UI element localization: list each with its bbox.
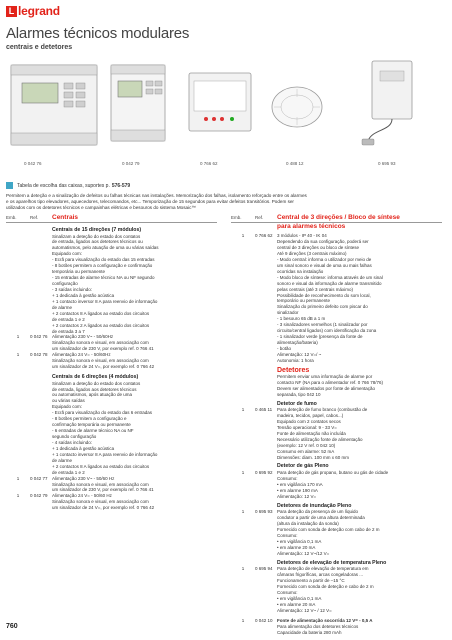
logo-word: legrand bbox=[18, 4, 60, 18]
emb-cell bbox=[231, 551, 255, 557]
description-cell: Consumo em alarme: 52 mA bbox=[277, 448, 335, 454]
description-cell: Para deteção da presença de um líquido bbox=[277, 509, 359, 515]
ref-cell bbox=[30, 364, 52, 370]
description-cell: + 2 contactos 8 A ligados ao estado dos circuitos bbox=[52, 310, 150, 316]
header-title-line2: para alarmes técnicos bbox=[277, 223, 346, 230]
description-cell: (exemplo: 12 V ref. 0 042 10) bbox=[277, 442, 336, 448]
description-cell: um sinalizador de 230 V, por exemplo ref. 0 766 41 bbox=[52, 487, 154, 493]
description-cell: + 2 contactos 8 A ligados ao estado dos circuitos bbox=[52, 463, 150, 469]
intro-paragraph bbox=[6, 193, 446, 212]
product-image-smoke-detector bbox=[270, 85, 324, 133]
description-cell: Sinalizam a deteção do estado dos contatos bbox=[52, 233, 141, 239]
description-cell: • em vigilância 0,1 mA bbox=[277, 538, 322, 544]
intro-line: e os aparelhos tipo elevadores, aquecedores, telecomandos, etc... Temporização de 15 segundos para evitar defeitos transitórios. Podem ser bbox=[6, 199, 294, 205]
ref-cell: 0 465 11 bbox=[255, 407, 273, 412]
text-line: Para alimentação dos detetores técnicos bbox=[277, 623, 359, 629]
description-cell: - 15 entradas de alarme técnico NA ou NF segundo bbox=[52, 275, 155, 281]
right-column bbox=[231, 213, 442, 635]
description-cell: madeira, tecidos, papel, cabos...) bbox=[277, 412, 344, 418]
page-number: 760 bbox=[6, 623, 18, 630]
description-cell: - 3 saídas incluindo: bbox=[52, 286, 93, 292]
description-cell: • em vigilância 0,1 mA bbox=[277, 595, 322, 601]
catalog-text: Tabela de escolha das caixas, suportes p. bbox=[17, 182, 110, 189]
text-line: Capacidade da bateria 280 mAh bbox=[277, 629, 342, 635]
ref-cell: 0 042 77 bbox=[30, 475, 48, 481]
description-cell: • em vigilância 170 mA bbox=[277, 481, 323, 487]
section-title: Detetor de fumo bbox=[277, 400, 317, 407]
description-cell: Sinalizam a deteção do estado dos contatos bbox=[52, 380, 141, 386]
section-title: Centrais de 15 direções (7 módulos) bbox=[52, 227, 142, 233]
description-cell: Sinalização sonora e visual, em associação com bbox=[52, 340, 149, 346]
emb-cell bbox=[6, 505, 30, 511]
description-cell: condutor a partir de uma altura determinada bbox=[277, 515, 365, 521]
description-cell: Para deteção de fumo branco (combustão de bbox=[277, 407, 368, 412]
intro-line: Permitem a deteção e a sinalização de defeitos ou falhas técnicas nas instalações. Memorização dos falhas, isolamento reforçado entre os alarmes bbox=[6, 193, 307, 198]
logo-mark: L bbox=[6, 6, 17, 17]
description-cell: ocorridas na instalação bbox=[277, 268, 324, 274]
description-cell: + 1 contacto inversor 8 A para reenvio de informação bbox=[52, 298, 158, 304]
description-cell: Para deteção de gás propano, butano ou gás de cidade bbox=[277, 469, 389, 475]
description-cell: Funcionamento a partir de –15 °C bbox=[277, 578, 345, 583]
page-subtitle: centrais e detetores bbox=[6, 44, 73, 51]
description-cell: configuração bbox=[52, 281, 78, 286]
description-cell: + 1 dedicada à gestão acústica bbox=[52, 292, 115, 298]
ref-cell: 0 042 79 bbox=[30, 493, 48, 499]
product-ref: 0 766 62 bbox=[200, 161, 218, 166]
emb-cell: 1 bbox=[241, 469, 245, 475]
section-title: Detetores de inundação Pleno bbox=[277, 502, 352, 509]
table-row bbox=[231, 608, 442, 614]
central-3-description bbox=[231, 233, 442, 364]
emb-cell: 1 bbox=[241, 233, 245, 239]
description-cell: - 4 saídas incluindo: bbox=[52, 439, 93, 445]
description-cell: de entrada 1 e 2 bbox=[52, 316, 85, 322]
detetor-group bbox=[231, 503, 442, 557]
product-images bbox=[0, 57, 452, 167]
description-cell: Equipado com: bbox=[52, 251, 83, 257]
description-cell: • em alarme 20 mA bbox=[277, 601, 316, 607]
emb-cell bbox=[6, 364, 30, 370]
table-row bbox=[231, 358, 442, 364]
ref-cell bbox=[255, 494, 277, 500]
description-cell: + 1 contacto inversor 8 A para reenvio de informação bbox=[52, 451, 158, 457]
description-cell: pelas centrais (até 3 centrais máximo) bbox=[277, 286, 354, 292]
emb-cell bbox=[231, 455, 255, 461]
description-cell: Dimensões: diam. 100 mm x 60 mm bbox=[277, 454, 350, 460]
description-cell: um sinalizador de 24 V=, por exemplo ref. 0 766 42 bbox=[52, 505, 155, 511]
table-row bbox=[231, 455, 442, 461]
description-cell: Sinalização sonora e visual, em associação com bbox=[52, 481, 149, 487]
description-cell: Fonte de alimentação não incluída bbox=[277, 430, 346, 436]
description-cell: temporário ou permanente bbox=[277, 298, 331, 304]
ref-cell bbox=[255, 608, 277, 614]
description-cell: Necessário utilização fonte de alimentação bbox=[277, 436, 363, 442]
emb-cell: 1 bbox=[16, 493, 20, 499]
ref-cell bbox=[30, 505, 52, 511]
header-ref: Ref. bbox=[30, 215, 39, 220]
table-header bbox=[231, 213, 442, 223]
description-cell: - Ecrã para visualização do estado das 6 entradas bbox=[52, 410, 153, 416]
description-cell: Alimentação: 12 V~ / 12 V= bbox=[277, 607, 332, 613]
product-ref: 0 042 76 bbox=[24, 161, 42, 166]
emb-cell: 1 bbox=[241, 566, 245, 572]
page-title: Alarmes técnicos modulares bbox=[6, 25, 190, 42]
fonte-section bbox=[231, 618, 442, 636]
description-cell: Fornecido com sonda de deteção e cabo de 2 m bbox=[277, 583, 374, 589]
section-title: Fonte de alimentação socorrida 12 V= - 0,5 A bbox=[277, 617, 373, 623]
description-cell: alimentação/bateria) bbox=[277, 340, 318, 345]
text-line: contacto NF (NA para o alimentador ref. 0 766 78/76) bbox=[277, 379, 384, 385]
ref-cell: 0 766 62 bbox=[255, 233, 273, 239]
description-cell: Autonomia: 1 hora bbox=[277, 357, 314, 363]
description-cell: Alimentação: 12 V=/ ~ bbox=[277, 351, 322, 357]
product-ref: 0 488 12 bbox=[286, 161, 304, 166]
ref-cell: 0 042 78 bbox=[30, 352, 48, 358]
description-cell: ou automatismos, após atuação de uma bbox=[52, 392, 133, 398]
description-cell: - 6 entradas de alarme técnico NA ou NF bbox=[52, 428, 134, 434]
description-cell: Equipado com: bbox=[52, 404, 83, 410]
product-image-central-3 bbox=[188, 71, 252, 133]
ref-cell: 0 042 10 bbox=[255, 617, 273, 623]
left-column bbox=[6, 213, 217, 511]
catalog-reference bbox=[6, 182, 130, 189]
header-emb: Emb. bbox=[6, 215, 17, 220]
ref-cell bbox=[255, 455, 277, 461]
left-sections bbox=[6, 227, 217, 511]
description-cell: Alimentação: 12 V~/12 V= bbox=[277, 550, 330, 556]
description-cell: temporária ou permanente bbox=[52, 269, 106, 275]
description-cell: + 2 contactos 2 A ligados ao estado dos circuitos bbox=[52, 322, 150, 328]
intro-line: utilizados com os detetores técnicos e campainhas elétricas e besouros do sistema Mosaic™ bbox=[6, 205, 196, 211]
description-cell: de entrada 1 e 2 bbox=[52, 469, 85, 475]
description-cell: de alarme bbox=[52, 457, 73, 463]
emb-cell: 1 bbox=[16, 475, 20, 481]
description-cell: - botão bbox=[277, 345, 292, 351]
description-cell: + 1 dedicada à gestão acústica bbox=[52, 445, 115, 451]
text-line: Devem ser alimentados por fonte de alimentação bbox=[277, 385, 376, 391]
description-cell: sinalizador bbox=[277, 310, 299, 316]
description-cell: Sinalização sonora e visual, em associação com bbox=[52, 499, 149, 505]
section-title: Detetor de gás Pleno bbox=[277, 463, 329, 470]
ref-cell bbox=[255, 551, 277, 557]
description-cell: de alarme bbox=[52, 304, 73, 310]
description-cell: (altura da instalação da sonda) bbox=[277, 521, 339, 526]
text-line: separada, tipo 042 10 bbox=[277, 391, 321, 397]
description-cell: circuito/central ligados) com identificação da zona bbox=[277, 328, 377, 334]
description-cell: - 8 botões permitem a configuração e confirmação bbox=[52, 263, 153, 269]
header-title: Central de 3 direções / Bloco de síntese bbox=[277, 214, 400, 221]
section-title: Centrais de 6 direções (4 módulos) bbox=[52, 374, 139, 381]
description-cell: Até 9 direções (3 centrais máximo) bbox=[277, 250, 347, 256]
description-cell: • em alarme 190 mA bbox=[277, 487, 318, 493]
table-header bbox=[6, 213, 217, 223]
text-line: Permitem enviar uma informação de alarme por bbox=[277, 373, 373, 379]
description-cell: segundo configuração bbox=[52, 434, 97, 439]
description-cell: - Ecrã para visualização do estado das 15 entradas bbox=[52, 257, 155, 263]
description-cell: Consumo: bbox=[277, 532, 298, 538]
emb-cell: 1 bbox=[241, 407, 245, 412]
detetor-groups bbox=[231, 401, 442, 614]
detetor-group bbox=[231, 463, 442, 499]
description-cell: central de 3 direções ou bloco de síntese bbox=[277, 245, 360, 250]
product-image-central-15 bbox=[10, 63, 98, 147]
description-cell: Alimentação 24 V= - 50/60 Hz bbox=[52, 493, 112, 499]
description-cell: Alimentação 24 V= - 50/60Hz bbox=[52, 352, 111, 358]
emb-cell: 1 bbox=[16, 352, 20, 358]
description-cell: sonoro e visual da informação de alarme transmitido bbox=[277, 280, 382, 286]
description-cell: de entrada, ligados aos detetores técnicos bbox=[52, 386, 137, 392]
product-ref: 0 695 93 bbox=[378, 161, 396, 166]
description-cell: - Modo central: informa o utilizador por meio de bbox=[277, 256, 372, 262]
description-cell: Consumo: bbox=[277, 475, 298, 481]
header-title: Centrais bbox=[52, 214, 79, 221]
header-emb: Emb. bbox=[231, 215, 242, 220]
legrand-logo bbox=[6, 4, 60, 18]
document-icon bbox=[6, 182, 13, 189]
detetores-title: Detetores bbox=[277, 366, 310, 374]
table-row bbox=[6, 505, 217, 511]
product-image-flood-detector bbox=[352, 59, 432, 147]
description-cell: Alimentação 230 V~ - 50/60 Hz bbox=[52, 475, 115, 481]
description-cell: Possibilidade de reconhecimento do som local, bbox=[277, 292, 371, 298]
table-row bbox=[231, 494, 442, 500]
description-cell: de entrada 3 a 7 bbox=[52, 328, 85, 334]
description-cell: de entrada, ligados aos detetores técnicos ou bbox=[52, 239, 143, 245]
emb-cell bbox=[231, 358, 255, 364]
description-cell: - Modo bloco de síntese: informa através de um sinal bbox=[277, 274, 383, 280]
emb-cell: 1 bbox=[241, 509, 245, 515]
detetores-intro bbox=[231, 374, 442, 398]
product-ref: 0 042 79 bbox=[122, 161, 140, 166]
product-section bbox=[6, 374, 217, 511]
description-cell: • em alarme 20 mA bbox=[277, 544, 316, 550]
description-cell: - 1 sinalizador verde (presença da fonte de bbox=[277, 334, 363, 340]
emb-cell bbox=[231, 608, 255, 614]
section-title: Detetores de elevação de temperatura Pleno bbox=[277, 559, 387, 566]
table-row bbox=[231, 618, 442, 624]
description-cell: Sinalização do primeiro defeito com piscar do bbox=[277, 304, 368, 310]
description-cell: Alimentação: 12 V= bbox=[277, 493, 317, 499]
table-row bbox=[231, 551, 442, 557]
description-cell: Dependendo da sua configuração, poderá ser bbox=[277, 239, 369, 245]
ref-cell: 0 695 92 bbox=[255, 469, 273, 475]
description-cell: Fornecido com sonda de deteção com cabo de 2 m bbox=[277, 526, 380, 532]
description-cell: Alimentação 230 V~ - 50/60Hz bbox=[52, 334, 114, 340]
product-image-central-6 bbox=[110, 63, 166, 143]
description-cell: Equipado com 2 contatos secos bbox=[277, 418, 341, 424]
description-cell: Sinalização sonora e visual, em associação com bbox=[52, 358, 149, 364]
description-cell: Para deteção de elevação de temperatura em bbox=[277, 566, 369, 572]
ref-cell: 0 695 93 bbox=[255, 509, 273, 515]
description-cell: câmaras frigoríficas, arcas congeladoras ... bbox=[277, 572, 364, 578]
description-cell: confirmação temporária ou permanente bbox=[52, 422, 131, 428]
description-cell: - 3 sinalizadores vermelhos (1 sinalizador por bbox=[277, 322, 368, 328]
detetor-group bbox=[231, 401, 442, 461]
ref-cell: 0 695 94 bbox=[255, 566, 273, 572]
header-ref: Ref. bbox=[255, 215, 264, 220]
emb-cell bbox=[231, 494, 255, 500]
ref-cell bbox=[255, 358, 277, 364]
description-cell: automatismos, pelo atuação de uma ou várias saídas bbox=[52, 245, 159, 251]
description-cell: um sinalizador de 230 V, por exemplo ref. 0 766 41 bbox=[52, 346, 154, 352]
product-section bbox=[6, 227, 217, 370]
emb-cell: 1 bbox=[241, 617, 245, 623]
description-cell: ou várias saídas bbox=[52, 398, 85, 404]
catalog-pages: 576-579 bbox=[111, 182, 131, 189]
detetor-group bbox=[231, 560, 442, 614]
description-cell: Tensão operacional: 9 - 33 V= bbox=[277, 424, 337, 430]
ref-cell: 0 042 76 bbox=[30, 334, 48, 340]
description-cell: um sinal sonoro e visual de uma ou mais falhas bbox=[277, 262, 372, 268]
description-cell: - 8 botões permitem a configuração e bbox=[52, 416, 127, 422]
emb-cell: 1 bbox=[16, 334, 20, 340]
description-cell: um sinalizador de 24 V=, por exemplo ref. 0 766 42 bbox=[52, 364, 155, 370]
description-cell: - 1 besouro 65 dB a 1 m bbox=[277, 316, 326, 322]
description-cell: Consumo: bbox=[277, 589, 298, 595]
description-cell: 3 módulos - IP 40 - IK 04 bbox=[277, 233, 327, 239]
table-row bbox=[6, 364, 217, 370]
